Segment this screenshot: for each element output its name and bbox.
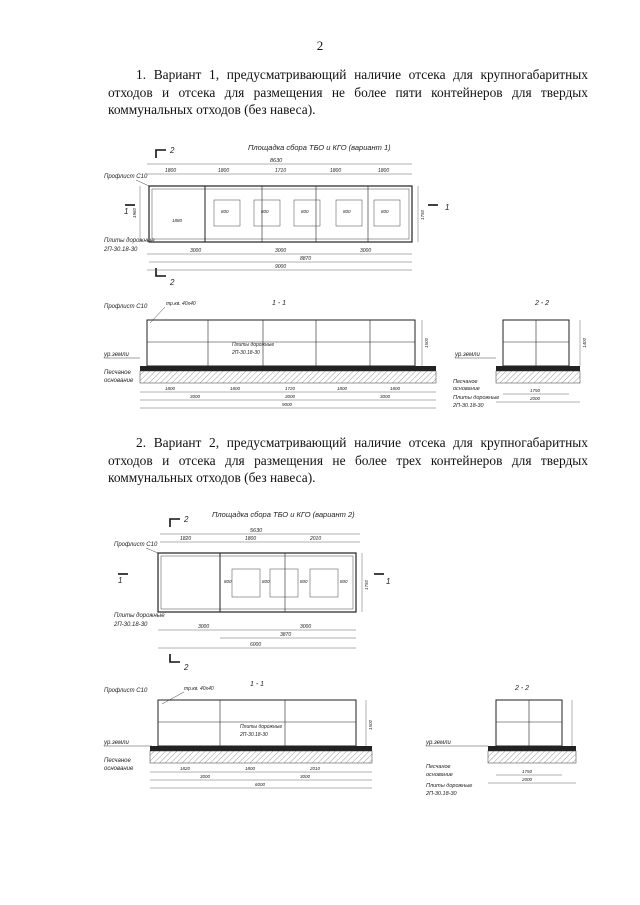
container-dim-1-3: 800 [343, 209, 351, 214]
section-2-marker-top-2 [170, 519, 180, 527]
bottom-dim-1-2: 3000 [360, 248, 372, 254]
plates-sec-1-a: Плиты дорожные [232, 342, 275, 348]
profile-label-1: Профлист С10 [104, 174, 148, 180]
sand-label-2-b: основание [104, 766, 134, 772]
drawing-1-section-1-1 [103, 300, 436, 408]
drawing-1-section-2-2 [452, 300, 587, 409]
sand-label-2-sec2-b: основание [426, 772, 453, 778]
sec-bottom-1-2: 3000 [380, 394, 391, 399]
top-dim-1-3: 1800 [330, 168, 342, 174]
top-dim-2-1: 1800 [245, 536, 257, 542]
container-2-2 [270, 569, 298, 597]
sec-bottom-2-0: 3000 [200, 774, 211, 779]
container-dim-2-3: 800 [340, 579, 348, 584]
sec-height-1: 1500 [424, 337, 429, 348]
sand-label-2-a: Песчаное [104, 758, 131, 764]
ground-label-2: ур.земли [104, 740, 129, 746]
paragraph-1-text: 1. Вариант 1, предусматривающий наличие отсека для крупногабаритных отходов и отсека для размещения не более пяти контейнеров для твердых коммунальных отходов (без навеса). [108, 67, 588, 117]
enclosure-outline-1 [149, 186, 412, 242]
container-dim-1-1: 800 [261, 209, 269, 214]
page-number: 2 [316, 38, 324, 53]
sec-dim-1-3: 1800 [337, 386, 348, 391]
pipe-label-2: тр.кв. 40х40 [184, 686, 214, 692]
container-2-1 [232, 569, 260, 597]
sand-base-1 [140, 371, 436, 383]
sec-dim-2-1: 1800 [245, 766, 256, 771]
drawing-2-title: Площадка сбора ТБО и КГО (вариант 2) [212, 510, 355, 519]
profile-label-1-sec: Профлист С10 [104, 304, 148, 310]
sec-total-1: 9000 [282, 402, 293, 407]
sec-total-2: 6000 [255, 782, 266, 787]
sec2-dim-1-0: 1750 [530, 388, 541, 393]
sand-label-1-sec2-b: основание [453, 386, 480, 392]
container-dim-1-0: 800 [221, 209, 229, 214]
plates-sec2-1-a: Плиты дорожные [453, 395, 500, 401]
bottom-dim-1-0: 3000 [190, 248, 202, 254]
section-2-marker-bottom-2 [170, 654, 180, 662]
sand-label-2-sec2-a: Песчаное [426, 764, 451, 770]
bottom-dim-1-1: 3000 [275, 248, 287, 254]
section-1-1-title-a: 1 - 1 [272, 300, 287, 307]
section-2-label-bottom: 2 [170, 278, 175, 287]
sec2-dim-1-1: 2000 [530, 396, 541, 401]
sec-dim-1-2: 1720 [285, 386, 296, 391]
height-dim-2: 1750 [364, 579, 369, 590]
top-dim-1-4: 1800 [378, 168, 390, 174]
cut-1-label-left-2: 1 [118, 576, 123, 585]
top-dim-1-0: 1800 [165, 168, 177, 174]
plates-label-2-a: Плиты дорожные [114, 613, 165, 619]
bottom-dim-2-1: 3000 [300, 624, 312, 630]
base-dim-1-b: 8870 [300, 256, 312, 262]
sec-dim-2-0: 1820 [180, 766, 191, 771]
container-dim-2-1: 800 [262, 579, 270, 584]
sand-label-1-sec2-a: Песчаное [453, 379, 478, 385]
sec-dim-1-0: 1800 [165, 386, 176, 391]
profile-label-2: Профлист С10 [114, 542, 158, 548]
base-dim-1: 9000 [275, 264, 287, 270]
sec2-height-1: 1400 [582, 337, 587, 348]
base-dim-2: 3870 [280, 632, 292, 638]
section-2-2-title-b: 2 - 2 [515, 685, 530, 692]
sec2-dim-2-1: 2000 [522, 777, 533, 782]
section-1-1-title-b: 1 - 1 [250, 681, 265, 688]
plates-sec2-2-b: 2П-30.18-30 [426, 791, 457, 797]
section-2-label-top-2: 2 [184, 515, 189, 524]
sand-label-1-a: Песчаное [104, 370, 131, 376]
plates-label-1-a: Плиты дорожные [104, 238, 155, 244]
profile-label-2-sec: Профлист С10 [104, 688, 148, 694]
top-dim-2-0: 1820 [180, 536, 192, 542]
height-dim-1: 1880 [172, 218, 183, 223]
base-dim-2-b: 6000 [250, 642, 262, 648]
sec-bottom-1-0: 3000 [190, 394, 201, 399]
container-dim-1-2: 800 [301, 209, 309, 214]
drawing-1-plan [103, 143, 449, 287]
sec-dim-1-1: 1800 [230, 386, 241, 391]
container-2-3 [310, 569, 338, 597]
sec2-dim-2-0: 1750 [522, 769, 533, 774]
sec-dim-1-4: 1800 [390, 386, 401, 391]
ground-label-1-sec2: ур.земли [455, 352, 480, 358]
sec-height-2: 1500 [368, 719, 373, 730]
pipe-label-1: тр.кв. 40х40 [166, 301, 196, 307]
paragraph-2-text: 2. Вариант 2, предусматривающий наличие отсека для крупногабаритных отходов и отсека для размещения не более трех контейнеров для твердых коммунальных отходов (без навеса). [108, 435, 588, 485]
ground-label-1: ур.земли [104, 352, 129, 358]
plates-sec-1-b: 2П-30.18-30 [232, 350, 260, 356]
overall-dim-1: 8630 [270, 158, 283, 164]
top-dim-1-2: 1710 [275, 168, 287, 174]
cut-1-label-left: 1 [124, 207, 129, 216]
plates-sec2-2-a: Плиты дорожные [426, 783, 473, 789]
top-dim-1-1: 1800 [218, 168, 230, 174]
sec-dim-2-2: 2010 [310, 766, 321, 771]
container-dim-2-2: 800 [300, 579, 308, 584]
ground-label-2-sec2: ур.земли [426, 740, 451, 746]
overall-dim-2: 5630 [250, 528, 263, 534]
enclosure-outline-2 [158, 553, 356, 612]
cut-1-label-right: 1 [445, 203, 450, 212]
plate-slab-1 [140, 366, 436, 371]
plates-label-2-b: 2П-30.18-30 [114, 622, 148, 628]
drawing-2-section-2-2 [425, 685, 576, 797]
section-2-marker-bottom [156, 268, 166, 276]
plates-sec2-1-b: 2П-30.18-30 [453, 403, 484, 409]
section-2-2-title-a: 2 - 2 [535, 300, 550, 307]
top-dim-2-2: 2010 [310, 536, 322, 542]
container-dim-2-0: 800 [224, 579, 232, 584]
section-2-marker-top [156, 150, 166, 158]
cut-1-label-right-2: 1 [386, 577, 391, 586]
container-dim-1-4: 800 [381, 209, 389, 214]
bottom-dim-2-0: 3000 [198, 624, 210, 630]
plates-sec-2-a: Плиты дорожные [240, 724, 283, 730]
section-2-label-bottom-2: 2 [184, 663, 189, 672]
plate-slab-2 [150, 746, 372, 751]
drawing-2-plan [113, 510, 390, 672]
sand-label-1-b: основание [104, 378, 134, 384]
left-dim-1: 1960 [132, 207, 137, 218]
plates-label-1-b: 2П-30.18-30 [104, 247, 138, 253]
side-dim-1: 1750 [420, 209, 425, 220]
drawing-2-section-1-1 [103, 681, 373, 788]
plates-sec-2-b: 2П-30.18-30 [240, 732, 268, 738]
section-2-label-top: 2 [170, 146, 175, 155]
sec-bottom-1-1: 3000 [285, 394, 296, 399]
sand-base-2 [150, 751, 372, 763]
drawing-1-title: Площадка сбора ТБО и КГО (вариант 1) [248, 143, 391, 152]
sec-bottom-2-1: 3000 [300, 774, 311, 779]
